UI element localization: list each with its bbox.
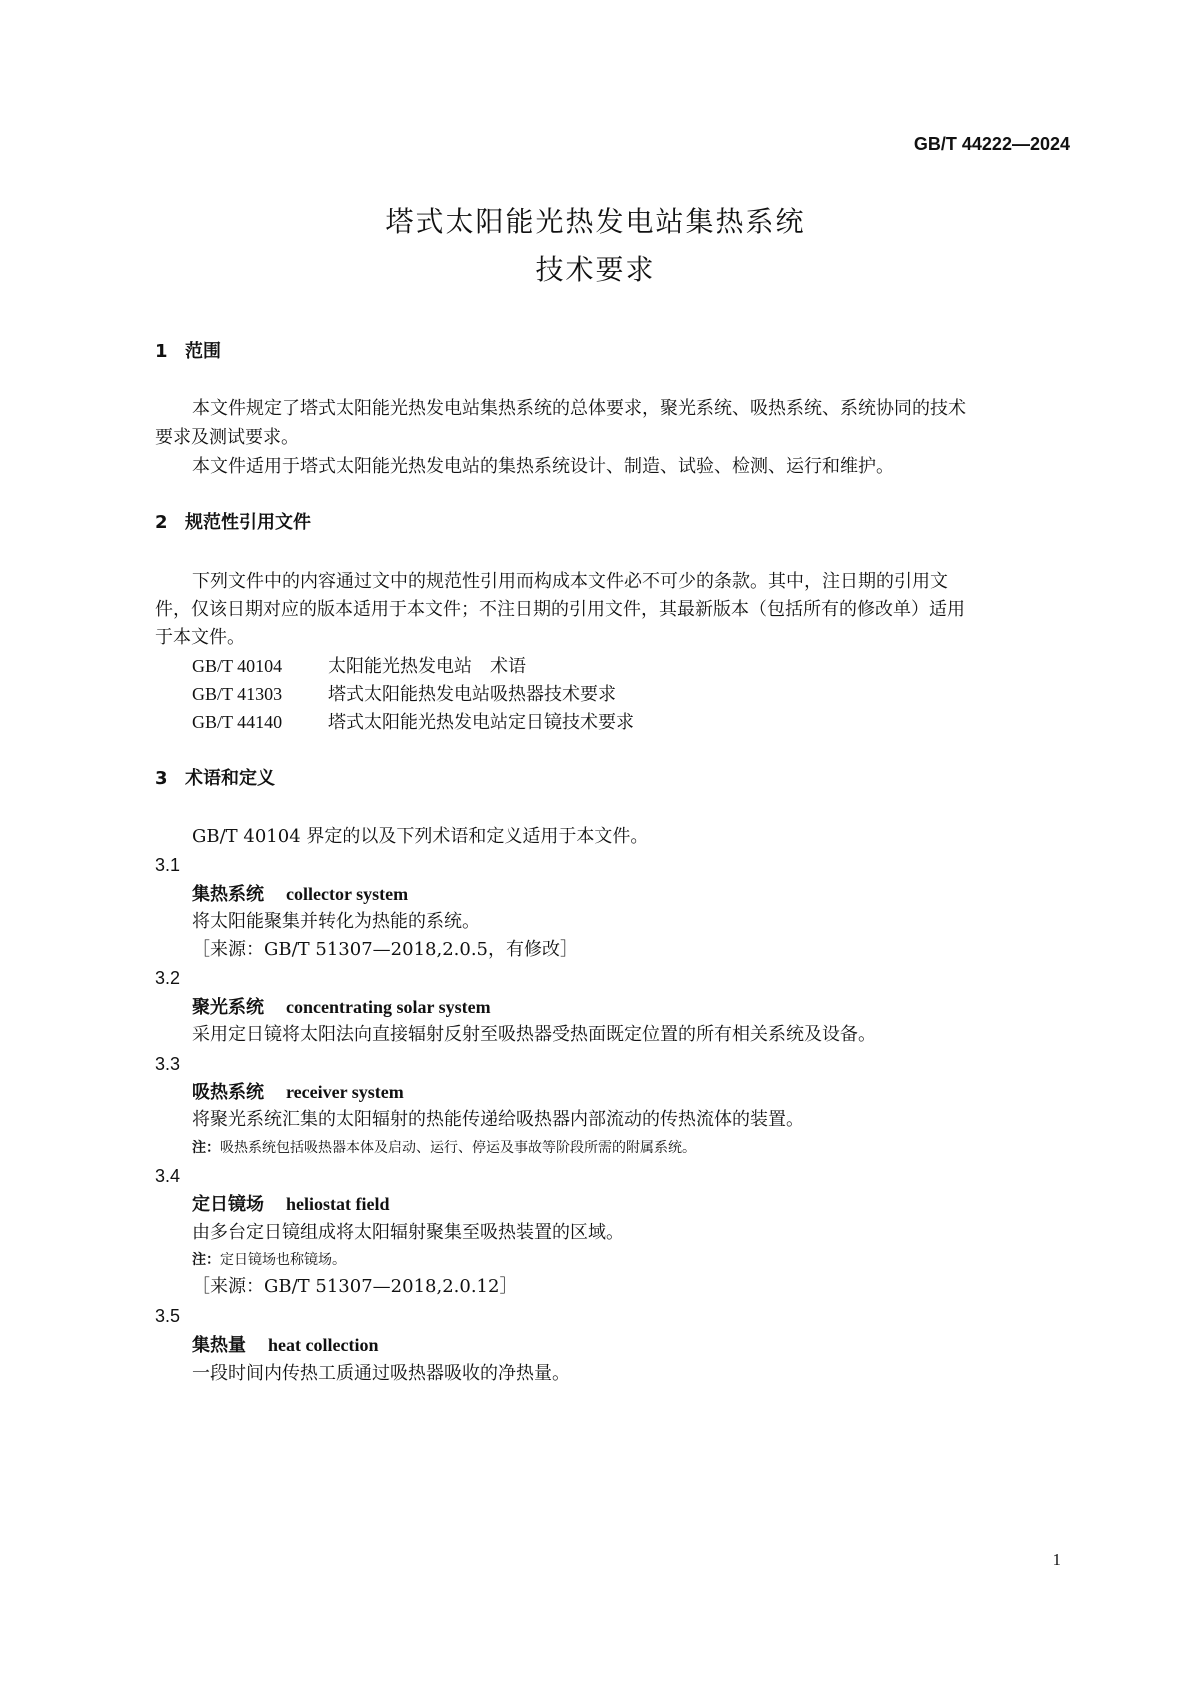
standard-number: GB/T 44222—2024: [913, 134, 1070, 154]
term-number: 3.3: [155, 1054, 181, 1074]
paragraph-line: GB/T 40104 界定的以及下列术语和定义适用于本文件。: [192, 826, 649, 847]
term-definition: 将聚光系统汇集的太阳辐射的热能传递给吸热器内部流动的传热流体的装置。: [192, 1109, 804, 1130]
term-note: [192, 1138, 696, 1158]
note-text: 定日镜场也称镜场。: [220, 1252, 346, 1268]
paragraph-line: 于本文件。: [155, 627, 245, 648]
normative-reference: [192, 682, 616, 707]
term-number: 3.4: [155, 1166, 181, 1186]
section-number: 2: [155, 512, 168, 533]
term-english: heliostat field: [286, 1194, 390, 1214]
note-label: 注：: [192, 1252, 220, 1268]
note-label: 注：: [192, 1140, 220, 1156]
term-definition: 一段时间内传热工质通过吸热器吸收的净热量。: [192, 1363, 570, 1384]
normative-reference: [192, 654, 526, 679]
term-title: [192, 995, 491, 1020]
term-note: [192, 1250, 346, 1270]
section-number: 3: [155, 768, 168, 789]
reference-title: 塔式太阳能光热发电站定日镜技术要求: [328, 712, 634, 733]
term-number: 3.2: [155, 968, 181, 988]
section-title: 规范性引用文件: [185, 512, 311, 533]
term-title: [192, 1192, 390, 1217]
paragraph-line: 本文件适用于塔式太阳能光热发电站的集热系统设计、制造、试验、检测、运行和维护。: [192, 456, 894, 477]
paragraph-line: 下列文件中的内容通过文中的规范性引用而构成本文件必不可少的条款。其中，注日期的引用文: [192, 571, 948, 592]
term-title: [192, 882, 408, 907]
reference-code: GB/T 40104: [192, 656, 283, 676]
normative-reference: [192, 710, 634, 735]
term-chinese: 吸热系统: [192, 1082, 264, 1103]
paragraph-line: 要求及测试要求。: [155, 427, 299, 448]
note-text: 吸热系统包括吸热器本体及启动、运行、停运及事故等阶段所需的附属系统。: [220, 1140, 696, 1156]
section-1-heading: [155, 340, 221, 364]
section-title: 范围: [185, 341, 221, 362]
term-title: [192, 1333, 378, 1358]
term-chinese: 集热量: [192, 1335, 246, 1356]
reference-code: GB/T 44140: [192, 712, 283, 732]
term-definition: 采用定日镜将太阳法向直接辐射反射至吸热器受热面既定位置的所有相关系统及设备。: [192, 1024, 876, 1045]
document-title-line-2: 技术要求: [535, 253, 656, 286]
term-title: [192, 1080, 404, 1105]
term-chinese: 定日镜场: [192, 1194, 264, 1215]
term-chinese: 集热系统: [192, 884, 264, 905]
term-number: 3.5: [155, 1306, 181, 1326]
reference-code: GB/T 41303: [192, 684, 283, 704]
term-english: concentrating solar system: [286, 997, 491, 1017]
term-source: ［来源：GB/T 51307—2018,2.0.5，有修改］: [192, 939, 578, 960]
term-number: 3.1: [155, 855, 181, 875]
reference-title: 太阳能光热发电站 术语: [328, 656, 526, 677]
paragraph-line: 件，仅该日期对应的版本适用于本文件；不注日期的引用文件，其最新版本（包括所有的修改单）适用: [155, 599, 965, 620]
term-definition: 由多台定日镜组成将太阳辐射聚集至吸热装置的区域。: [192, 1222, 624, 1243]
paragraph-line: 本文件规定了塔式太阳能光热发电站集热系统的总体要求，聚光系统、吸热系统、系统协同的技术: [192, 398, 966, 419]
term-definition: 将太阳能聚集并转化为热能的系统。: [192, 911, 480, 932]
document-title-line-1: 塔式太阳能光热发电站集热系统: [385, 205, 806, 238]
reference-title: 塔式太阳能热发电站吸热器技术要求: [328, 684, 616, 705]
section-3-heading: [155, 767, 275, 791]
section-2-heading: [155, 511, 311, 535]
term-chinese: 聚光系统: [192, 997, 264, 1018]
section-title: 术语和定义: [185, 768, 275, 789]
term-english: receiver system: [286, 1082, 404, 1102]
term-english: heat collection: [268, 1335, 379, 1355]
term-source: ［来源：GB/T 51307—2018,2.0.12］: [192, 1276, 518, 1297]
section-number: 1: [155, 341, 168, 362]
term-english: collector system: [286, 884, 409, 904]
page-number: 1: [1052, 1550, 1061, 1569]
